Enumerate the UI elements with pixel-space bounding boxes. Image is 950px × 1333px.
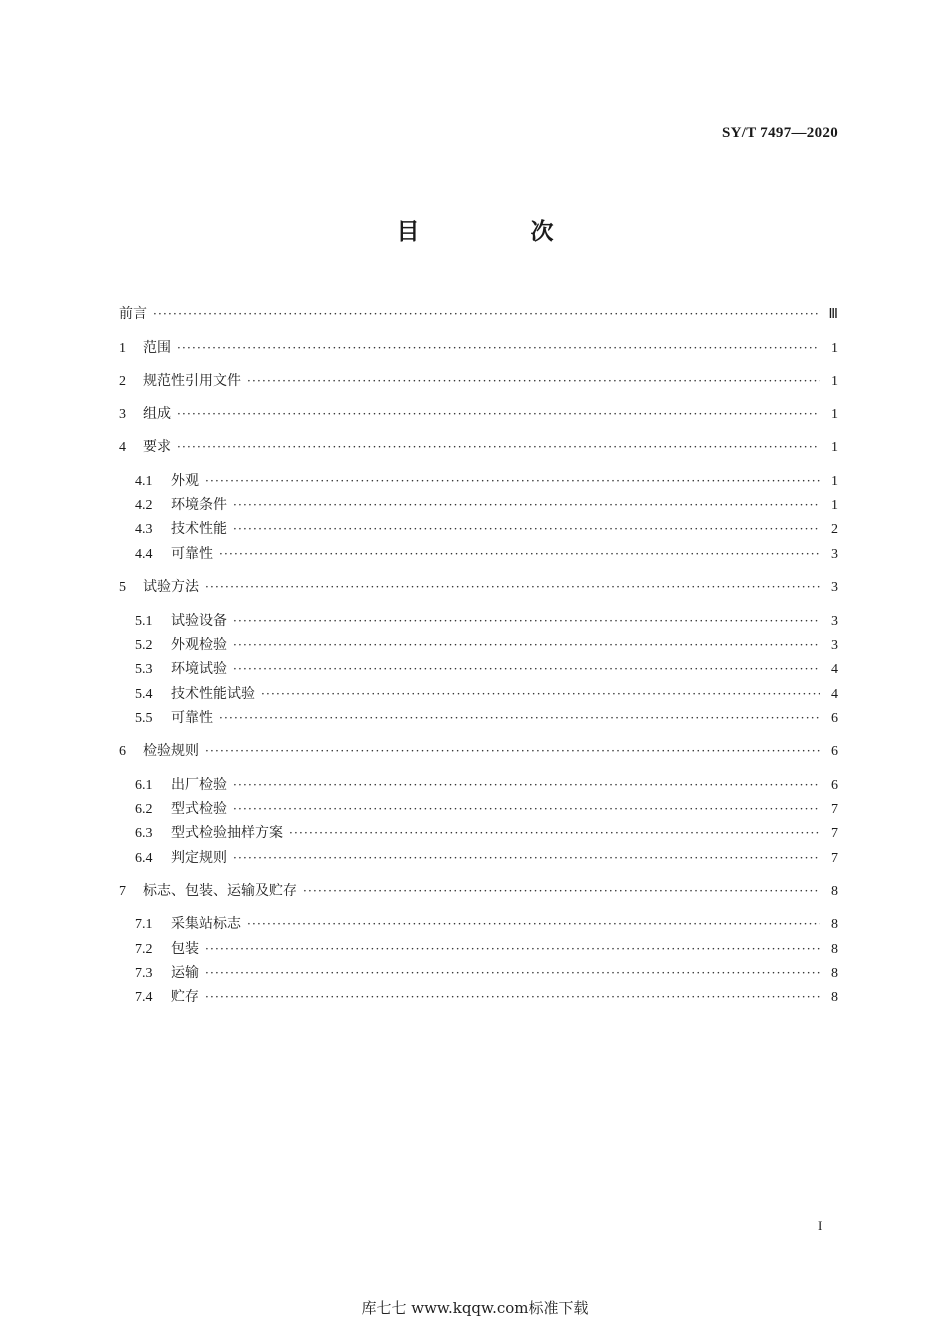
toc-entry[interactable] [135,683,838,703]
dot-leader [233,778,820,792]
toc-entry[interactable] [135,707,838,727]
toc-entry-page: 4 [831,687,838,702]
toc-entry-number: 5.4 [135,687,153,702]
toc-entry-label: 型式检验 [171,801,227,817]
toc-entry-number: 7.1 [135,917,153,932]
dot-leader [219,547,820,561]
toc-entry-label: 要求 [143,439,171,455]
toc-entry[interactable] [135,518,838,538]
toc-entry[interactable] [135,986,838,1006]
toc-entry-label: 试验方法 [143,579,199,595]
toc-entry[interactable] [135,913,838,933]
toc-entry-page: 7 [831,826,838,841]
toc-entry-page: 3 [831,638,838,653]
document-code: SY/T 7497—2020 [721,125,838,141]
toc-entry[interactable] [119,337,838,357]
toc-entry-label: 判定规则 [171,850,227,866]
toc-entry-page: 7 [831,802,838,817]
toc-entry-page: 4 [831,662,838,677]
toc-entry[interactable] [135,962,838,982]
toc-entry[interactable] [135,847,838,867]
dot-leader [205,990,820,1004]
dot-leader [233,614,820,628]
dot-leader [233,802,820,816]
toc-entry-page: 8 [831,917,838,932]
toc-entry-number: 6.3 [135,826,153,841]
toc-entry[interactable] [119,303,838,323]
toc-entry[interactable] [119,370,838,390]
dot-leader [153,307,820,321]
toc-entry-page: 3 [831,580,838,595]
toc-entry[interactable] [119,436,838,456]
dot-leader [303,884,820,898]
toc-entry-number: 7.3 [135,966,153,981]
toc-entry-page: 6 [831,744,838,759]
toc-entry[interactable] [119,403,838,423]
table-of-contents [119,0,838,1333]
toc-entry-number: 5.1 [135,614,153,629]
toc-entry[interactable] [119,576,838,596]
toc-entry[interactable] [135,822,838,842]
toc-entry-number: 5 [119,580,126,595]
toc-entry[interactable] [135,543,838,563]
dot-leader [177,440,820,454]
toc-entry-number: 4.3 [135,522,153,537]
toc-entry-number: 4.1 [135,474,153,489]
toc-entry-label: 外观 [171,473,199,489]
toc-entry-label: 可靠性 [171,710,213,726]
toc-entry-number: 6.2 [135,802,153,817]
dot-leader [219,711,820,725]
toc-entry-number: 6.4 [135,851,153,866]
toc-entry-page: 1 [831,474,838,489]
toc-entry[interactable] [135,938,838,958]
toc-entry-number: 5.2 [135,638,153,653]
toc-entry-page: 6 [831,778,838,793]
toc-entry-page: 1 [831,440,838,455]
toc-entry-label: 规范性引用文件 [143,373,241,389]
toc-entry-number: 7.2 [135,942,153,957]
toc-entry-number: 3 [119,407,126,422]
dot-leader [247,917,820,931]
toc-entry-number: 1 [119,341,126,356]
toc-entry-number: 5.3 [135,662,153,677]
toc-entry-label: 外观检验 [171,637,227,653]
dot-leader [177,341,820,355]
toc-entry-page: 6 [831,711,838,726]
toc-entry[interactable] [135,494,838,514]
toc-entry-page: 1 [831,498,838,513]
toc-entry-page: 3 [831,547,838,562]
toc-entry-label: 检验规则 [143,743,199,759]
toc-entry[interactable] [135,774,838,794]
toc-entry-number: 7.4 [135,990,153,1005]
toc-entry-label: 范围 [143,340,171,356]
toc-entry[interactable] [119,880,838,900]
toc-entry[interactable] [135,610,838,630]
toc-entry-label: 环境条件 [171,497,227,513]
toc-entry-number: 6 [119,744,126,759]
toc-entry-label: 型式检验抽样方案 [171,825,283,841]
toc-entry-number: 5.5 [135,711,153,726]
dot-leader [205,474,820,488]
toc-entry-label: 贮存 [171,989,199,1005]
toc-entry-page: 8 [831,990,838,1005]
toc-entry-label: 可靠性 [171,546,213,562]
footer-watermark: 库七七 www.kqqw.com标准下载 [361,1299,589,1317]
toc-entry-label: 运输 [171,965,199,981]
toc-entry-number: 4.4 [135,547,153,562]
toc-entry-page: 1 [831,407,838,422]
toc-entry-page: 3 [831,614,838,629]
toc-entry-label: 组成 [143,406,171,422]
dot-leader [233,522,820,536]
page-number: I [818,1218,823,1233]
dot-leader [177,407,820,421]
toc-entry-label: 标志、包装、运输及贮存 [143,883,297,899]
toc-entry-label: 试验设备 [171,613,227,629]
dot-leader [205,580,820,594]
dot-leader [205,942,820,956]
toc-entry-page: Ⅲ [828,307,838,322]
toc-entry[interactable] [135,634,838,654]
dot-leader [205,966,820,980]
toc-entry-label: 包装 [171,941,199,957]
dot-leader [247,374,820,388]
toc-entry-number: 6.1 [135,778,153,793]
toc-entry[interactable] [135,658,838,678]
toc-entry-page: 8 [831,942,838,957]
dot-leader [233,498,820,512]
toc-entry-label: 前言 [119,306,147,322]
toc-entry-page: 7 [831,851,838,866]
toc-entry-number: 4 [119,440,126,455]
toc-entry-label: 环境试验 [171,661,227,677]
toc-entry-page: 8 [831,884,838,899]
toc-entry-page: 8 [831,966,838,981]
toc-entry-number: 7 [119,884,126,899]
toc-entry-number: 2 [119,374,126,389]
dot-leader [233,638,820,652]
dot-leader [233,851,820,865]
toc-entry[interactable] [119,740,838,760]
toc-entry-page: 1 [831,341,838,356]
dot-leader [289,826,820,840]
toc-entry-label: 出厂检验 [171,777,227,793]
toc-entry-page: 2 [831,522,838,537]
toc-title: 目 次 [396,219,598,245]
toc-entry[interactable] [135,798,838,818]
dot-leader [233,662,820,676]
dot-leader [261,687,820,701]
toc-entry-page: 1 [831,374,838,389]
toc-entry-number: 4.2 [135,498,153,513]
toc-entry-label: 采集站标志 [171,916,241,932]
toc-entry[interactable] [135,470,838,490]
toc-entry-label: 技术性能 [171,521,227,537]
toc-entry-label: 技术性能试验 [171,686,255,702]
dot-leader [205,744,820,758]
